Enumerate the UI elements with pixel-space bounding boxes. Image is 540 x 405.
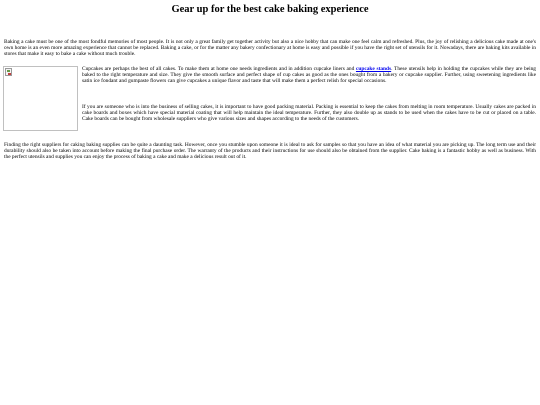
- broken-image-icon: [5, 68, 12, 76]
- cupcakes-text-before-link: Cupcakes are perhaps the best of all cakes. To make them at home one needs ingredients and in addition cupcake liners and: [82, 66, 356, 72]
- intro-paragraph: Baking a cake must be one of the most fondful memories of most people. It is not only a great family get together activity but also a nice hobby that can make one feel calm and refreshed. Plus, the joy of relishing a delicious cake made at one's own home is an even more amazing experience that cannot be replaced. Baking a cake, or for the matter any bakery confectionary at home is easy and possible if you have the right set of utensils for it. Nowadays, there are baking kits available in stores that make it easy to bake a cake without much trouble.: [4, 39, 536, 58]
- suppliers-paragraph: Finding the right suppliers for caking baking supplies can be quite a daunting task. However, once you stumble upon someone it is ideal to ask for samples so that you have an idea of what material you are picking up. The long term use and their durability should also be taken into account before making the final purchase order. The warranty of the products and their instructions for use should also be obtained from the supplier. Cake baking is a fantastic hobby as well as business. With the perfect utensils and supplies you can enjoy the process of baking a cake and make a delicious result out of it.: [4, 142, 536, 161]
- page-title: Gear up for the best cake baking experience: [171, 4, 369, 15]
- cupcakes-text-after-link: . These utensils help in holding the cupcakes while they are being baked to the right temperature and size. They give the smooth surface and perfect shape of cup cakes as good as the ones bought from a bakery or cupcake supplier. Further, using sweetening ingredients like satin ice fondant and gumpaste flowers can give cupcakes a unique flavor and taste that will make them a perfect relish for special occasions.: [82, 66, 536, 85]
- cupcakes-paragraph: [82, 66, 536, 85]
- article-image-placeholder: [3, 66, 78, 131]
- cupcake-stands-link[interactable]: cupcake stands: [355, 66, 392, 72]
- business-paragraph: If you are someone who is into the business of selling cakes, it is important to have good packing material. Packing is essential to keep the cakes from melting in room temperature. Usually cakes are packed in cake boards and boxes which have special material coating that will help maintain the ideal temperature. Further, they also double up as stands to be used when the cakes have to be cut or placed on a table. Cake boards can be bought from wholesale suppliers who give various sizes and shapes according to the needs of the customers.: [82, 104, 536, 123]
